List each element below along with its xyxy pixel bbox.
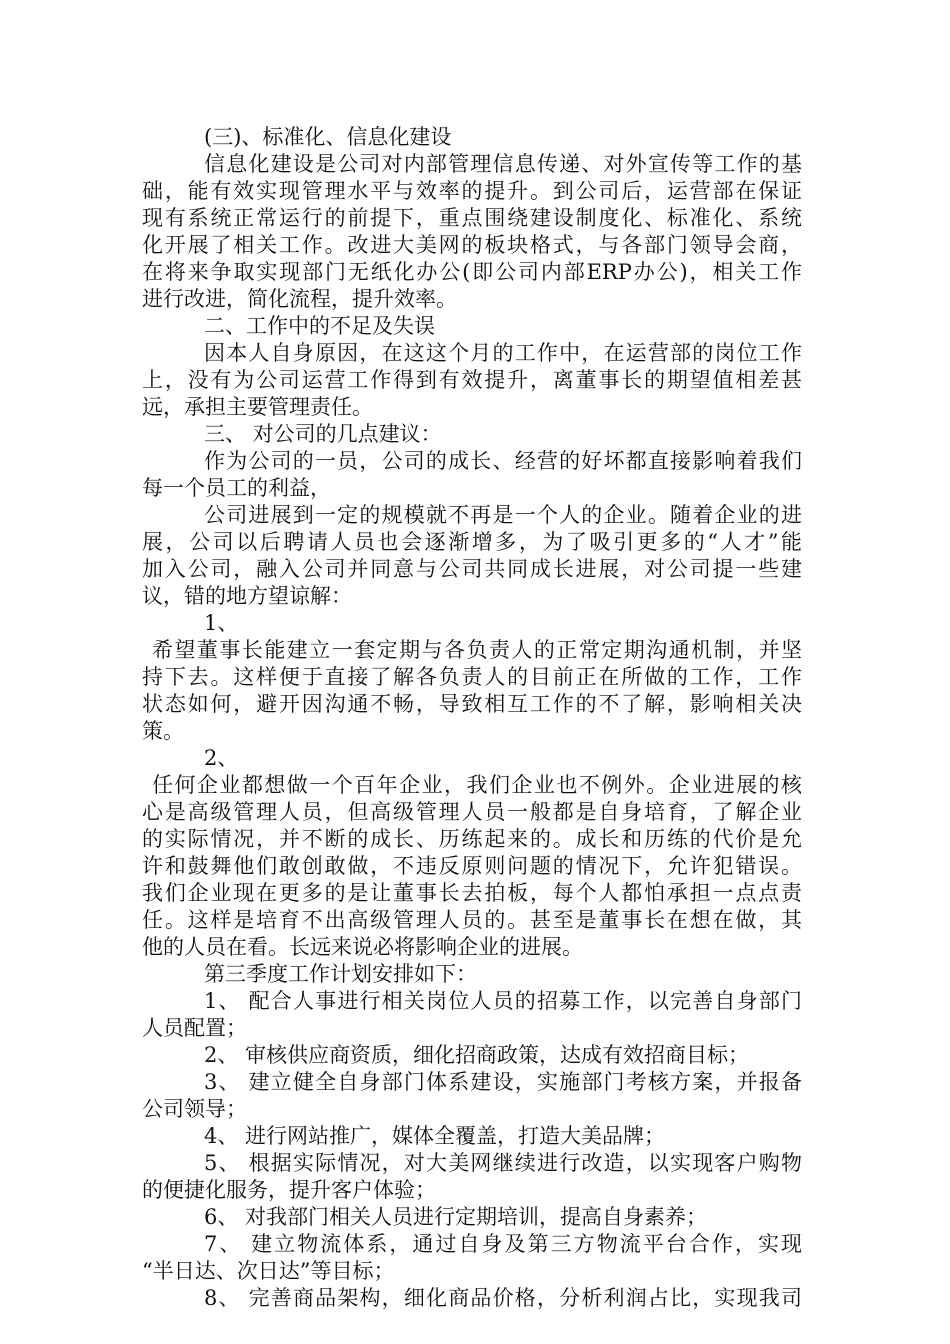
paragraph-line: 上，没有为公司运营工作得到有效提升，离董事长的期望值相差甚 (142, 368, 802, 392)
paragraph-line: 进行改进，简化流程，提升效率。 (142, 287, 457, 311)
plan-item-line: 4、 进行网站推广，媒体全覆盖，打造大美品牌； (204, 1124, 666, 1148)
paragraph-line: 加入公司，融入公司并同意与公司共同成长进展，对公司提一些建 (142, 557, 802, 581)
paragraph-line: 远，承担主要管理责任。 (142, 395, 373, 419)
plan-item-line: 人员配置； (142, 1016, 247, 1040)
plan-item-line: 2、 审核供应商资质，细化招商政策，达成有效招商目标； (204, 1043, 750, 1067)
plan-item-line: 8、 完善商品架构，细化商品价格，分析利润占比，实现我司 (204, 1286, 802, 1310)
plan-item-line: 5、 根据实际情况，对大美网继续进行改造，以实现客户购物 (204, 1151, 802, 1175)
paragraph-line: 在将来争取实现部门无纸化办公(即公司内部ERP办公)，相关工作 (142, 260, 802, 284)
paragraph-line: 础，能有效实现管理水平与效率的提升。到公司后，运营部在保证 (142, 179, 802, 203)
paragraph-line: 议，错的地方望谅解： (142, 584, 352, 608)
section-heading-standardization: (三)、标准化、信息化建设 (204, 125, 452, 149)
paragraph-line: 持下去。这样便于直接了解各负责人的目前正在所做的工作，工作 (142, 665, 802, 689)
plan-item-line: 的便捷化服务，提升客户体验； (142, 1178, 436, 1202)
list-number: 1、 (204, 611, 239, 635)
plan-item-line: 6、 对我部门相关人员进行定期培训，提高自身素养； (204, 1205, 708, 1229)
plan-item-line: 公司领导； (142, 1097, 247, 1121)
section-heading-shortcomings: 二、工作中的不足及失误 (204, 314, 435, 338)
paragraph-line: 状态如何，避开因沟通不畅，导致相互工作的不了解，影响相关决 (142, 692, 802, 716)
plan-item-line: “半日达、次日达”等目标； (142, 1259, 395, 1283)
list-number: 2、 (204, 746, 239, 770)
paragraph-line: 我们企业现在更多的是让董事长去拍板，每个人都怕承担一点点责 (142, 881, 802, 905)
section-heading-q3-plan: 第三季度工作计划安排如下： (204, 962, 477, 986)
paragraph-line: 策。 (142, 719, 184, 743)
paragraph-line: 现有系统正常运行的前提下，重点围绕建设制度化、标准化、系统 (142, 206, 802, 230)
paragraph-line: 的实际情况，并不断的成长、历练起来的。成长和历练的代价是允 (142, 827, 802, 851)
paragraph-line: 心是高级管理人员，但高级管理人员一般都是自身培育，了解企业 (142, 800, 802, 824)
section-heading-suggestions: 三、 对公司的几点建议： (204, 422, 442, 446)
paragraph-line: 化开展了相关工作。改进大美网的板块格式，与各部门领导会商， (142, 233, 802, 257)
plan-item-line: 1、 配合人事进行相关岗位人员的招募工作，以完善自身部门 (204, 989, 802, 1013)
paragraph-line: 希望董事长能建立一套定期与各负责人的正常定期沟通机制，并坚 (152, 638, 802, 662)
paragraph-line: 作为公司的一员，公司的成长、经营的好坏都直接影响着我们 (204, 449, 802, 473)
paragraph-line: 许和鼓舞他们敢创敢做，不违反原则问题的情况下，允许犯错误。 (142, 854, 802, 878)
paragraph-line: 因本人自身原因，在这这个月的工作中，在运营部的岗位工作 (204, 341, 802, 365)
paragraph-line: 任。这样是培育不出高级管理人员的。甚至是董事长在想在做，其 (142, 908, 802, 932)
paragraph-line: 任何企业都想做一个百年企业，我们企业也不例外。企业进展的核 (152, 773, 802, 797)
paragraph-line: 每一个员工的利益， (142, 476, 331, 500)
paragraph-line: 他的人员在看。长远来说必将影响企业的进展。 (142, 935, 583, 959)
paragraph-line: 展，公司以后聘请人员也会逐渐增多，为了吸引更多的“人才”能 (142, 530, 802, 554)
paragraph-line: 公司进展到一定的规模就不再是一个人的企业。随着企业的进 (204, 503, 802, 527)
plan-item-line: 3、 建立健全自身部门体系建设，实施部门考核方案，并报备 (204, 1070, 802, 1094)
plan-item-line: 7、 建立物流体系，通过自身及第三方物流平台合作，实现 (204, 1232, 802, 1256)
paragraph-line: 信息化建设是公司对内部管理信息传递、对外宣传等工作的基 (204, 152, 802, 176)
